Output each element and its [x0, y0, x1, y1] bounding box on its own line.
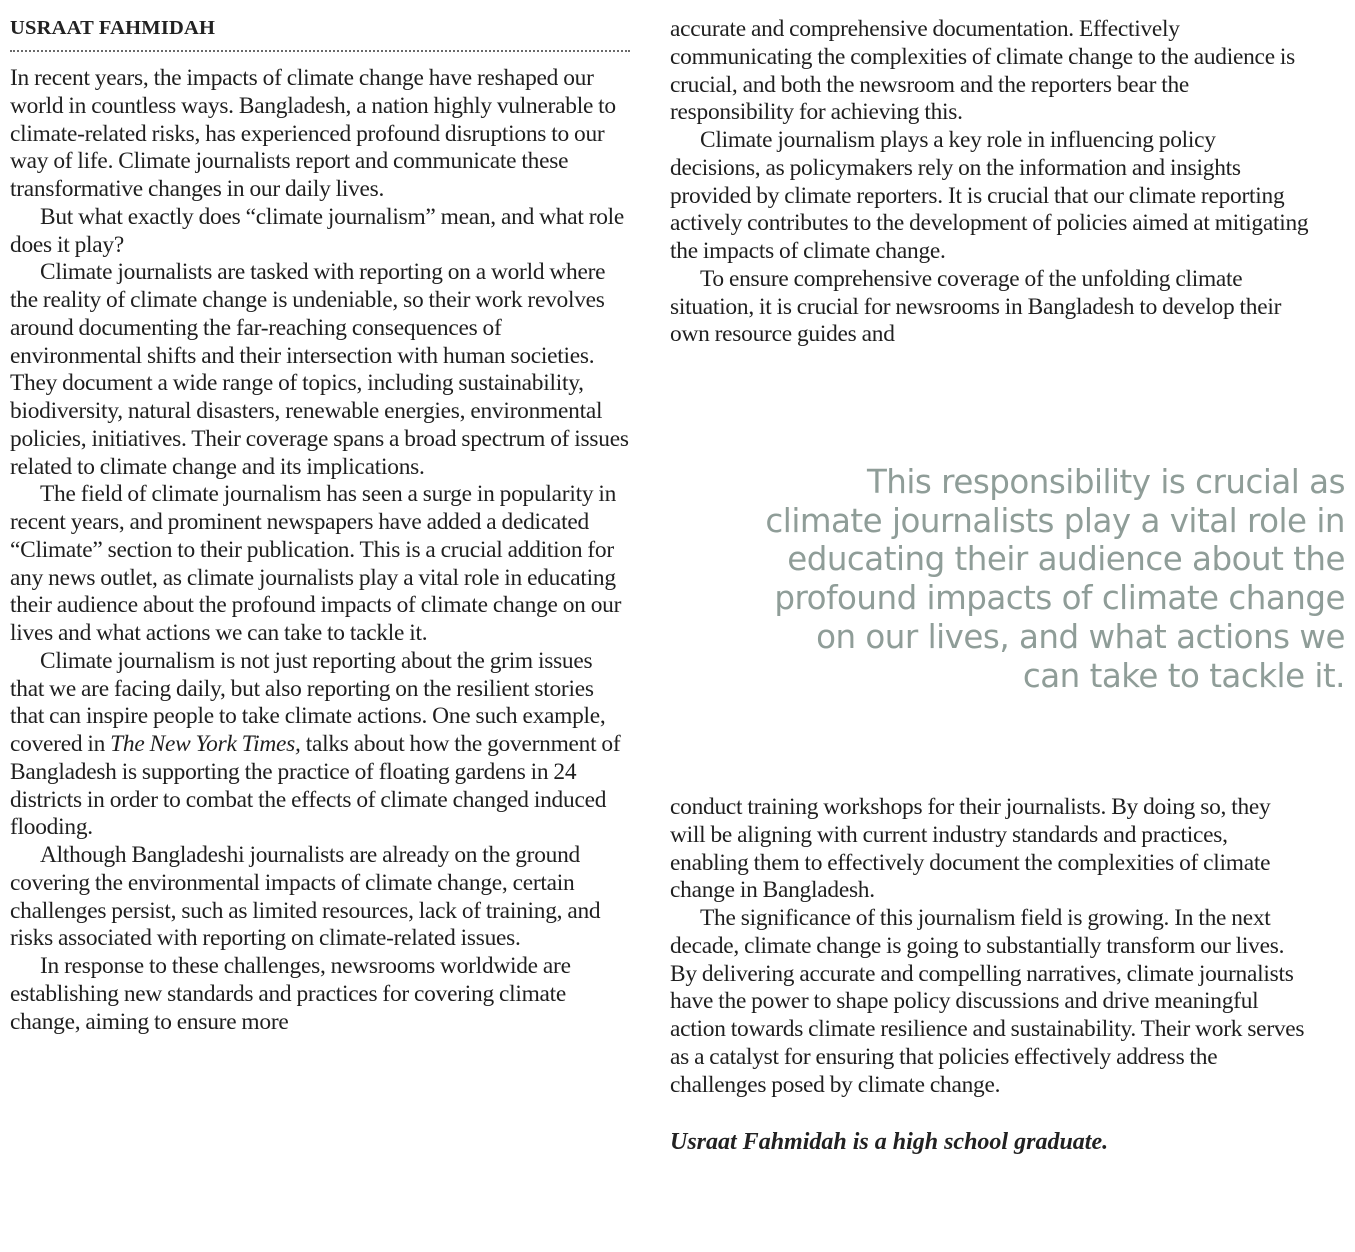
author-note: Usraat Fahmidah is a high school graduate. — [670, 1129, 1109, 1156]
paragraph-continued: conduct training workshops for their journalists. By doing so, they will be aligning with current industry standards and practices, enabling them to effectively document the complexities of climate change in Bangladesh. — [670, 794, 1271, 904]
paragraph-text: Climate journalism is not just reporting about the grim issues that we are facing daily, but also reporting on the resilient stories that can inspire people to take climate actions. One such example, covered in — [10, 647, 606, 757]
article-body-right-top — [670, 16, 1310, 349]
paragraph: The field of climate journalism has seen a surge in popularity in recent years, and prominent newspapers have added a dedicated “Climate” section to their publication. This is a crucial addition for any news outlet, as climate journalists play a vital role in educating their audience about the profound impacts of climate change on our lives and what actions we can take to tackle it. — [10, 481, 622, 646]
right-column-bottom — [670, 794, 1310, 1156]
pull-quote: This responsibility is crucial as climate journalists play a vital role in educating their audience about the profound impacts of climate change on our lives, and what actions we can take to tackle it. — [765, 463, 1345, 695]
paragraph-text: talks about how the government of Bangladesh is supporting the practice of floating gardens in 24 districts in order to combat the effects of climate changed induced flooding. — [10, 731, 621, 841]
paragraph: The significance of this journalism field is growing. In the next decade, climate change is going to substantially transform our lives. By delivering accurate and compelling narratives, climate journalists have the power to shape policy discussions and drive meaningful action towards climate resilience and sustainability. Their work serves as a catalyst for ensuring that policies effectively address the challenges posed by climate change. — [670, 905, 1305, 1098]
left-column — [10, 16, 630, 1036]
paragraph: But what exactly does “climate journalism” mean, and what role does it play? — [10, 203, 625, 258]
paragraph: In recent years, the impacts of climate change have reshaped our world in countless ways. Bangladesh, a nation highly vulnerable to climate-related risks, has experienced profound disruptions to our way of life. Climate journalists report and communicate these transformative changes in our daily lives. — [10, 65, 616, 202]
right-column-top — [670, 16, 1310, 349]
article-body-right-bottom — [670, 794, 1310, 1099]
paragraph: To ensure comprehensive coverage of the unfolding climate situation, it is crucial for newsrooms in Bangladesh to develop their own resource guides and — [670, 265, 1282, 348]
paragraph — [10, 648, 630, 842]
paragraph: Although Bangladeshi journalists are already on the ground covering the environmental impacts of climate change, certain challenges persist, such as limited resources, lack of training, and risks associated with reporting on climate-related issues. — [10, 842, 601, 952]
paragraph: Climate journalists are tasked with reporting on a world where the reality of climate change is undeniable, so their work revolves around documenting the far-reaching consequences of environmental shifts and their intersection with human societies. They document a wide range of topics, including sustainability, biodiversity, natural disasters, renewable energies, environmental policies, initiatives. Their coverage spans a broad spectrum of issues related to climate change and its implications. — [10, 259, 629, 480]
article-body-left — [10, 65, 630, 1036]
byline: USRAAT FAHMIDAH — [10, 16, 630, 52]
publication-name: The New York Times, — [110, 731, 301, 757]
paragraph: In response to these challenges, newsrooms worldwide are establishing new standards and practices for covering climate change, aiming to ensure more — [10, 953, 571, 1035]
paragraph: Climate journalism plays a key role in influencing policy decisions, as policymakers rely on the information and insights provided by climate reporters. It is crucial that our climate reporting actively contributes to the development of policies aimed at mitigating the impacts of climate change. — [670, 127, 1309, 264]
paragraph-continued: accurate and comprehensive documentation. Effectively communicating the complexities of climate change to the audience is crucial, and both the newsroom and the reporters bear the responsibility for achieving this. — [670, 16, 1296, 126]
